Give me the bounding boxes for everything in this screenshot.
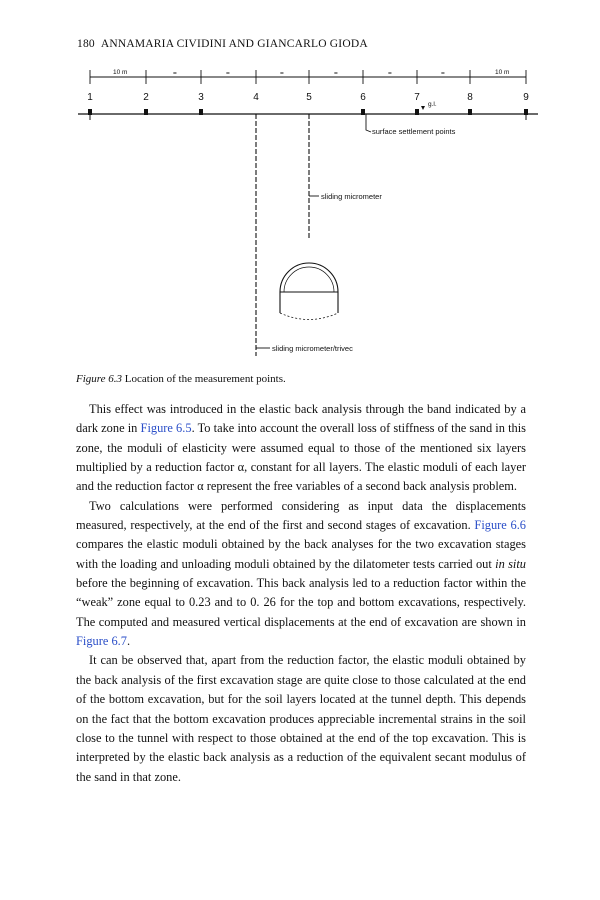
point-label: 3 bbox=[198, 92, 204, 103]
figure-caption-text: Location of the measurement points. bbox=[122, 373, 286, 385]
measurement-points-figure bbox=[0, 0, 600, 370]
ground-level-triangle-icon bbox=[421, 106, 425, 110]
point-label: 2 bbox=[143, 92, 149, 103]
point-label: 6 bbox=[360, 92, 366, 103]
spacing-label-last: 10 m bbox=[495, 69, 510, 76]
figure-caption bbox=[76, 373, 286, 385]
figure-link[interactable]: Figure 6.7 bbox=[76, 634, 127, 649]
settlement-leader-line bbox=[366, 114, 371, 132]
paragraph-text: . bbox=[126, 634, 131, 649]
point-label: 5 bbox=[306, 92, 312, 103]
figure-caption-label: Figure 6.3 bbox=[76, 373, 123, 385]
spacing-label-first: 10 m bbox=[113, 69, 128, 76]
figure-link[interactable]: Figure 6.6 bbox=[474, 518, 527, 533]
sliding-micrometer-trivec-label: sliding micrometer/trivec bbox=[272, 344, 353, 353]
page-number: 180 bbox=[77, 38, 95, 50]
point-label: 8 bbox=[467, 92, 473, 103]
body-text bbox=[76, 400, 526, 787]
paragraph: It can be observed that, apart from the reduction factor, the elastic moduli obtained by the back analysis of the first excavation stage are quite close to those calculated at the end of the bottom excavation, but for the soil layers located at the tunnel depth. This depends on the fact that the bottom excavation produces appreciable incremental strains in the soil close to the tunnel with respect to those obtained at the end of the top excavation. This is interpreted by the elastic back analysis as a reduction of the equivalent secant modulus of the sand in that zone. bbox=[76, 653, 526, 784]
point-labels bbox=[87, 92, 529, 103]
equal-mark: = bbox=[226, 70, 230, 77]
point-label: 4 bbox=[253, 92, 259, 103]
equal-mark: = bbox=[388, 70, 392, 77]
paragraph-text: Two calculations were performed considering as input data the displacements measured, respectively, at the end of the first and second stages of excavation. bbox=[76, 498, 526, 533]
point-label: 7 bbox=[414, 92, 420, 103]
paragraph-text: . To take into account the overall loss of stiffness of the sand in this zone, the moduli of elasticity were assumed equal to those of the mentioned six layers multiplied by a reduction factor α, constant for all layers. The elastic moduli of each layer and the reduction factor α represent the free variables of a second back analysis problem. bbox=[76, 421, 527, 494]
running-head-authors: ANNAMARIA CIVIDINI AND GIANCARLO GIODA bbox=[100, 38, 368, 50]
point-label: 1 bbox=[87, 92, 93, 103]
paragraph bbox=[76, 497, 526, 652]
equal-mark: = bbox=[280, 70, 284, 77]
equal-mark: = bbox=[334, 70, 338, 77]
equal-mark: = bbox=[173, 70, 177, 77]
paragraph bbox=[76, 400, 526, 497]
equal-mark: = bbox=[441, 70, 445, 77]
paragraph-text: compares the elastic moduli obtained by the back analyses for the two excavation stages with the loading and unloading moduli obtained by the dilatometer tests carried out bbox=[76, 537, 526, 571]
point-label: 9 bbox=[523, 92, 529, 103]
paragraph-text: before the beginning of excavation. This back analysis led to a reduction factor within the “weak” zone equal to 0.23 and to 0. 26 for the top and bottom excavations, respectively. The computed and measured vertical displacements at the end of excavation are shown in bbox=[76, 576, 526, 629]
sliding-micrometer-label: sliding micrometer bbox=[321, 192, 382, 201]
ground-level-label: g.l. bbox=[428, 101, 437, 108]
italic-term: in situ bbox=[495, 556, 527, 571]
figure-link[interactable]: Figure 6.5 bbox=[140, 421, 192, 436]
tunnel-section bbox=[280, 263, 338, 320]
surface-settlement-label: surface settlement points bbox=[372, 127, 456, 136]
paragraph-text: This effect was introduced in the elastic back analysis through the band indicated by a dark zone in bbox=[76, 402, 526, 436]
